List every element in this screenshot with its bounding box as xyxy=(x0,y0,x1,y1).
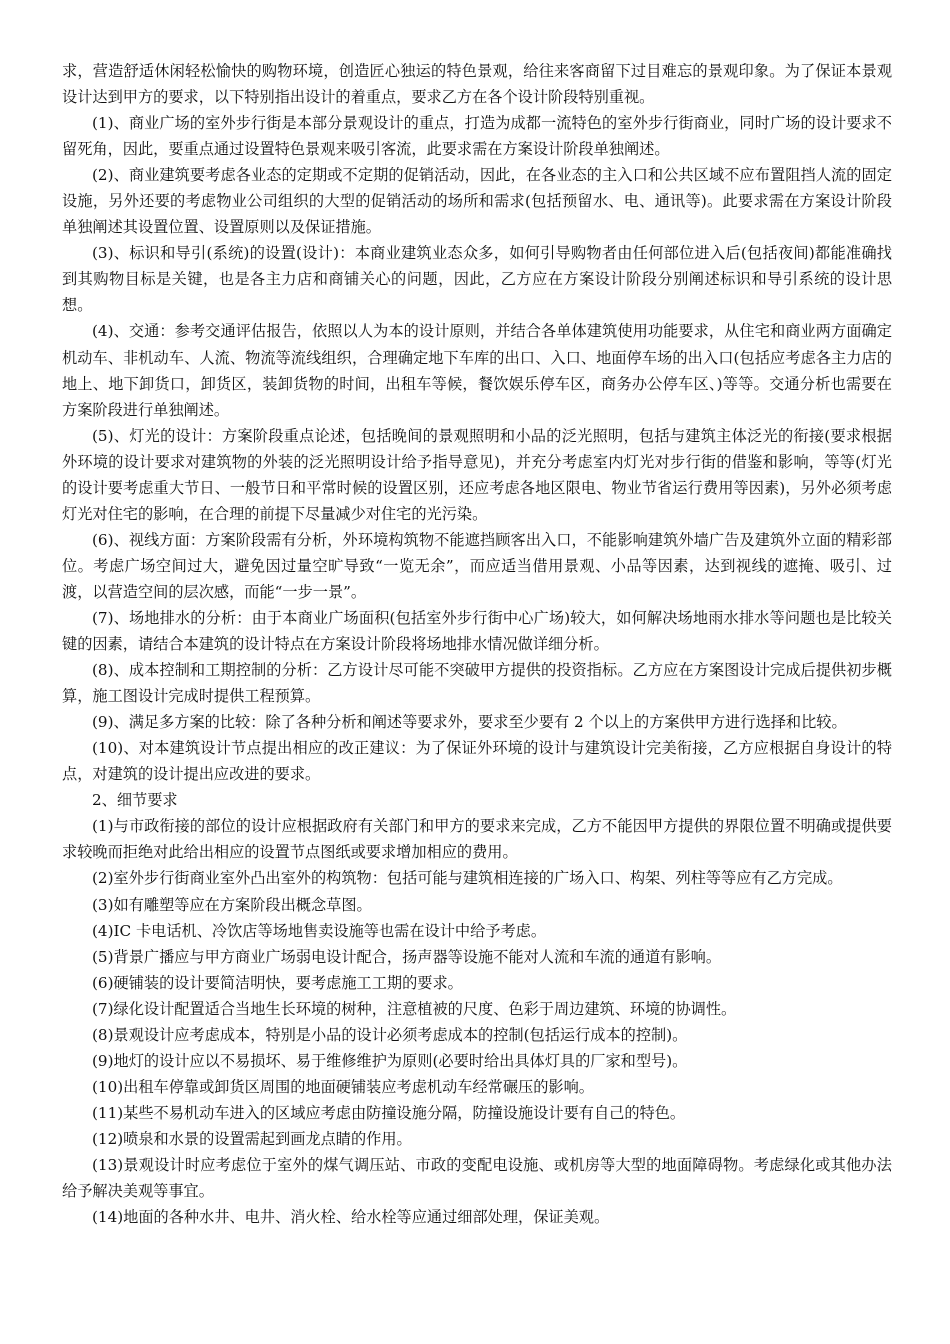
paragraph-item-6: (6)、视线方面：方案阶段需有分析，外环境构筑物不能遮挡顾客出入口，不能影响建筑外墙广告及建筑外立面的精彩部位。考虑广场空间过大，避免因过量空旷导致“一览无余”，而应适当借用景观、小品等因素，达到视线的遮掩、吸引、过渡，以营造空间的层次感，而能“一步一景”。 xyxy=(62,530,892,601)
paragraph-item-4: (4)、交通：参考交通评估报告，依照以人为本的设计原则，并结合各单体建筑使用功能要求，从住宅和商业两方面确定机动车、非机动车、人流、物流等流线组织，合理确定地下车库的出口、入口、地面停车场的出入口(包括应考虑各主力店的地上、地下卸货口，卸货区，装卸货物的时间，出租车等候，餐饮娱乐停车区，商务办公停车区、)等等。交通分析也需要在方案阶段进行单独阐述。 xyxy=(62,322,892,419)
paragraph-item-7: (7)、场地排水的分析：由于本商业广场面积(包括室外步行街中心广场)较大，如何解决场地雨水排水等问题也是比较关键的因素，请结合本建筑的设计特点在方案设计阶段将场地排水情况做详细分析。 xyxy=(62,608,892,654)
detail-item-1: (1)与市政衔接的部位的设计应根据政府有关部门和甲方的要求来完成，乙方不能因甲方提供的界限位置不明确或提供要求较晚而拒绝对此给出相应的设置节点图纸或要求增加相应的费用。 xyxy=(62,817,892,862)
paragraph-item-2: (2)、商业建筑要考虑各业态的定期或不定期的促销活动，因此，在各业态的主入口和公共区域不应布置阻挡人流的固定设施，另外还要的考虑物业公司组织的大型的促销活动的场所和需求(包括预留水、电、通讯等)。此要求需在方案设计阶段单独阐述其设置位置、设置原则以及保证措施。 xyxy=(62,166,892,237)
detail-item-7: (7)绿化设计配置适合当地生长环境的树种，注意植被的尺度、色彩于周边建筑、环境的协调性。 xyxy=(92,999,737,1018)
paragraph-item-3: (3)、标识和导引(系统)的设置(设计)：本商业建筑业态众多，如何引导购物者由任何部位进入后(包括夜间)都能准确找到其购物目标是关键，也是各主力店和商铺关心的问题，因此，乙方应在方案设计阶段分别阐述标识和导引系统的设计思想。 xyxy=(62,244,892,315)
detail-item-9: (9)地灯的设计应以不易损坏、易于维修维护为原则(必要时给出具体灯具的厂家和型号)。 xyxy=(92,1051,688,1070)
detail-item-14: (14)地面的各种水井、电井、消火栓、给水栓等应通过细部处理，保证美观。 xyxy=(92,1208,610,1227)
detail-item-6: (6)硬铺装的设计要简洁明快，要考虑施工工期的要求。 xyxy=(92,973,463,992)
section-heading-details: 2、细节要求 xyxy=(92,791,178,810)
paragraph-item-9: (9)、满足多方案的比较：除了各种分析和阐述等要求外，要求至少要有 2 个以上的方案供甲方进行选择和比较。 xyxy=(92,713,847,732)
detail-item-10: (10)出租车停靠或卸货区周围的地面硬铺装应考虑机动车经常碾压的影响。 xyxy=(92,1077,594,1096)
paragraph-intro: 求，营造舒适休闲轻松愉快的购物环境，创造匠心独运的特色景观，给往来客商留下过目难忘的景观印象。为了保证本景观设计达到甲方的要求，以下特别指出设计的着重点，要求乙方在各个设计阶段特别重视。 xyxy=(62,62,892,107)
detail-item-11: (11)某些不易机动车进入的区域应考虑由防撞设施分隔，防撞设施设计要有自己的特色。 xyxy=(92,1103,686,1122)
detail-item-3: (3)如有雕塑等应在方案阶段出概念草图。 xyxy=(92,895,372,914)
document-page xyxy=(62,58,892,1230)
detail-item-8: (8)景观设计应考虑成本，特别是小品的设计必须考虑成本的控制(包括运行成本的控制)。 xyxy=(92,1025,688,1044)
detail-item-2: (2)室外步行街商业室外凸出室外的构筑物：包括可能与建筑相连接的广场入口、构架、列柱等等应有乙方完成。 xyxy=(92,869,843,888)
detail-item-13: (13)景观设计时应考虑位于室外的煤气调压站、市政的变配电设施、或机房等大型的地面障碍物。考虑绿化或其他办法给予解决美观等事宜。 xyxy=(62,1155,892,1201)
paragraph-item-10: (10)、对本建筑设计节点提出相应的改正建议：为了保证外环境的设计与建筑设计完美衔接，乙方应根据自身设计的特点，对建筑的设计提出应改进的要求。 xyxy=(62,739,892,784)
paragraph-item-5: (5)、灯光的设计：方案阶段重点论述，包括晚间的景观照明和小品的泛光照明，包括与建筑主体泛光的衔接(要求根据外环境的设计要求对建筑物的外装的泛光照明设计给予指导意见)，并充分考虑室内灯光对步行街的借鉴和影响，等等(灯光的设计要考虑重大节日、一般节日和平常时候的设置区别，还应考虑各地区限电、物业节省运行费用等因素)，另外必须考虑灯光对住宅的影响，在合理的前提下尽量减少对住宅的光污染。 xyxy=(62,426,892,523)
detail-item-5: (5)背景广播应与甲方商业广场弱电设计配合，扬声器等设施不能对人流和车流的通道有影响。 xyxy=(92,947,722,966)
paragraph-item-1: (1)、商业广场的室外步行街是本部分景观设计的重点，打造为成都一流特色的室外步行街商业，同时广场的设计要求不留死角，因此，要重点通过设置特色景观来吸引客流，此要求需在方案设计阶段单独阐述。 xyxy=(62,114,892,159)
detail-item-12: (12)喷泉和水景的设置需起到画龙点睛的作用。 xyxy=(92,1129,412,1148)
detail-item-4: (4)IC 卡电话机、冷饮店等场地售卖设施等也需在设计中给予考虑。 xyxy=(92,921,547,940)
paragraph-item-8: (8)、成本控制和工期控制的分析：乙方设计尽可能不突破甲方提供的投资指标。乙方应在方案图设计完成后提供初步概算，施工图设计完成时提供工程预算。 xyxy=(62,661,892,706)
